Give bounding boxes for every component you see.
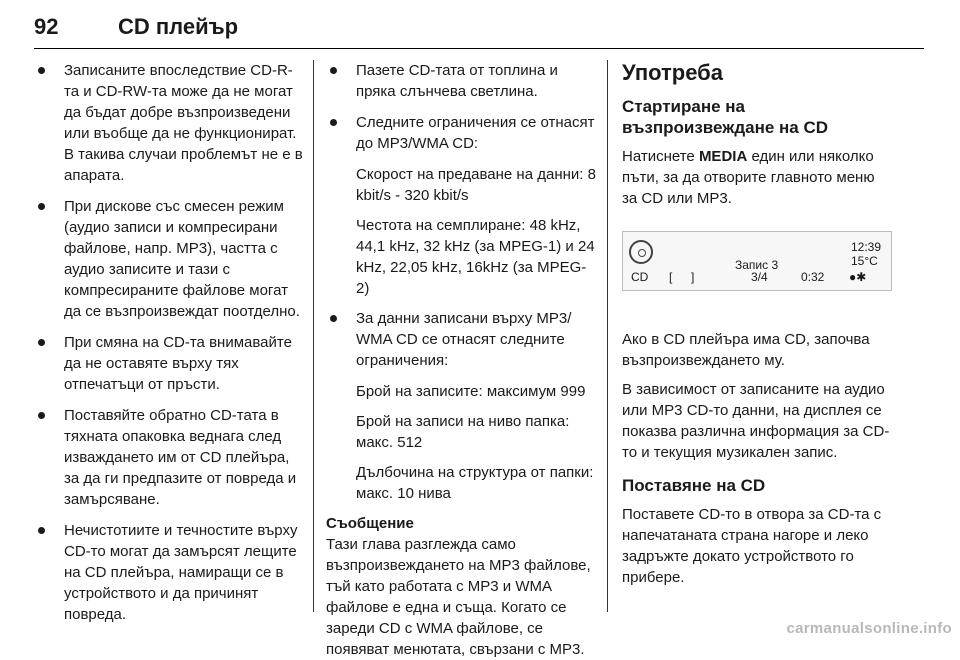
header-divider — [34, 48, 924, 49]
list-item: Поставяйте обратно CD-тата в тяхната опаковка веднага след изваждането им от CD плейъра, за да ги предпазите от повреда и замърсяване. — [34, 405, 304, 510]
sub-item: Брой на записите: максимум 999 — [356, 383, 586, 400]
subsection-title: Стартиране на възпроизвеждане на CD — [622, 97, 829, 137]
bullet-list — [326, 308, 598, 371]
column-divider — [313, 60, 314, 612]
display-bracket-left: [ — [669, 270, 673, 284]
page-header — [34, 8, 924, 48]
note-text: Тази глава разглежда само възпроизвеждането на MP3 файлове, тъй като работата с MP3 и WMA файлове е една и съща. Когато се зареди CD с WMA файлове, се появяват менютата, свързани с MP3. — [326, 536, 591, 658]
display-bracket-right: ] — [691, 270, 695, 284]
sub-item: Скорост на предаване на данни: 8 kbit/s - 320 kbit/s — [356, 166, 596, 204]
paragraph — [622, 146, 892, 209]
paragraph-text: Натиснете — [622, 148, 699, 165]
list-item: При дискове със смесен режим (аудио записи и компресирани файлове, напр. MP3), частта с аудио записите и тази с компресираните файлове могат да се възпроизвеждат поотделно. — [34, 196, 304, 322]
section-title: Употреба — [622, 60, 724, 85]
bluetooth-icon: ●✱ — [849, 270, 867, 284]
display-clock: 12:39 — [851, 240, 882, 254]
column-divider — [607, 60, 608, 612]
radio-display-illustration — [622, 231, 892, 291]
display-elapsed-time: 0:32 — [801, 270, 825, 284]
display-temperature: 15°C — [851, 254, 878, 268]
sub-item: Дълбочина на структура от папки: макс. 10 нива — [356, 464, 594, 502]
paragraph-text: един или няколко пъти, за да отворите главното меню за CD или MP3. — [622, 148, 875, 207]
paragraph: Поставете CD-то в отвора за CD-та с напечатаната страна нагоре и леко задръжте докато устройството го прибере. — [622, 506, 882, 586]
sub-item: Брой на записи на ниво папка: макс. 512 — [356, 413, 570, 451]
list-item — [326, 112, 598, 154]
column-3 — [622, 60, 892, 596]
list-item: При смяна на CD-та внимавайте да не оставяте върху тях отпечатъци от пръсти. — [34, 332, 304, 395]
paragraph: В зависимост от записаните на аудио или MP3 CD-то данни, на дисплея се показва различна информация за CD-то и текущия музикален запис. — [622, 381, 890, 461]
paragraph: Ако в CD плейъра има CD, започва възпроизвеждането му. — [622, 331, 870, 369]
column-1 — [34, 60, 304, 635]
subsection-title: Поставяне на CD — [622, 476, 766, 495]
bullet-list — [34, 60, 304, 625]
disc-icon — [629, 240, 653, 264]
list-item: Пазете CD-тата от топлина и пряка слънчева светлина. — [326, 60, 598, 102]
list-item: Нечистотиите и течностите върху CD-то могат да замърсят лещите на CD плейъра, намиращи се в устройството и да причинят повреда. — [34, 520, 304, 625]
page-number: 92 — [34, 14, 59, 39]
bullet-list — [326, 60, 598, 154]
display-source: CD — [631, 270, 649, 284]
list-item: За данни записани върху MP3/ WMA CD се отнасят следните ограничения: — [326, 308, 598, 371]
list-item: Записаните впоследствие CD-R-та и CD-RW-та може да не могат да бъдат добре възпроизведени или въобще да не функционират. В такива случаи проблемът не е в апарата. — [34, 60, 304, 186]
display-track-count: 3/4 — [751, 270, 768, 284]
media-key-label: MEDIA — [698, 148, 748, 165]
list-item-text: Следните ограничения се отнасят до MP3/WMA CD: — [356, 114, 595, 152]
watermark: carmanualsonline.info — [786, 620, 952, 637]
note-heading: Съобщение — [326, 515, 414, 532]
display-track-label: Запис 3 — [735, 258, 779, 272]
column-2 — [326, 60, 598, 660]
sub-item: Честота на семплиране: 48 kHz, 44,1 kHz, 32 kHz (за MPEG-1) и 24 kHz, 22,05 kHz, 16kHz (за MPEG-2) — [356, 217, 595, 297]
page-title: CD плейър — [118, 14, 239, 39]
